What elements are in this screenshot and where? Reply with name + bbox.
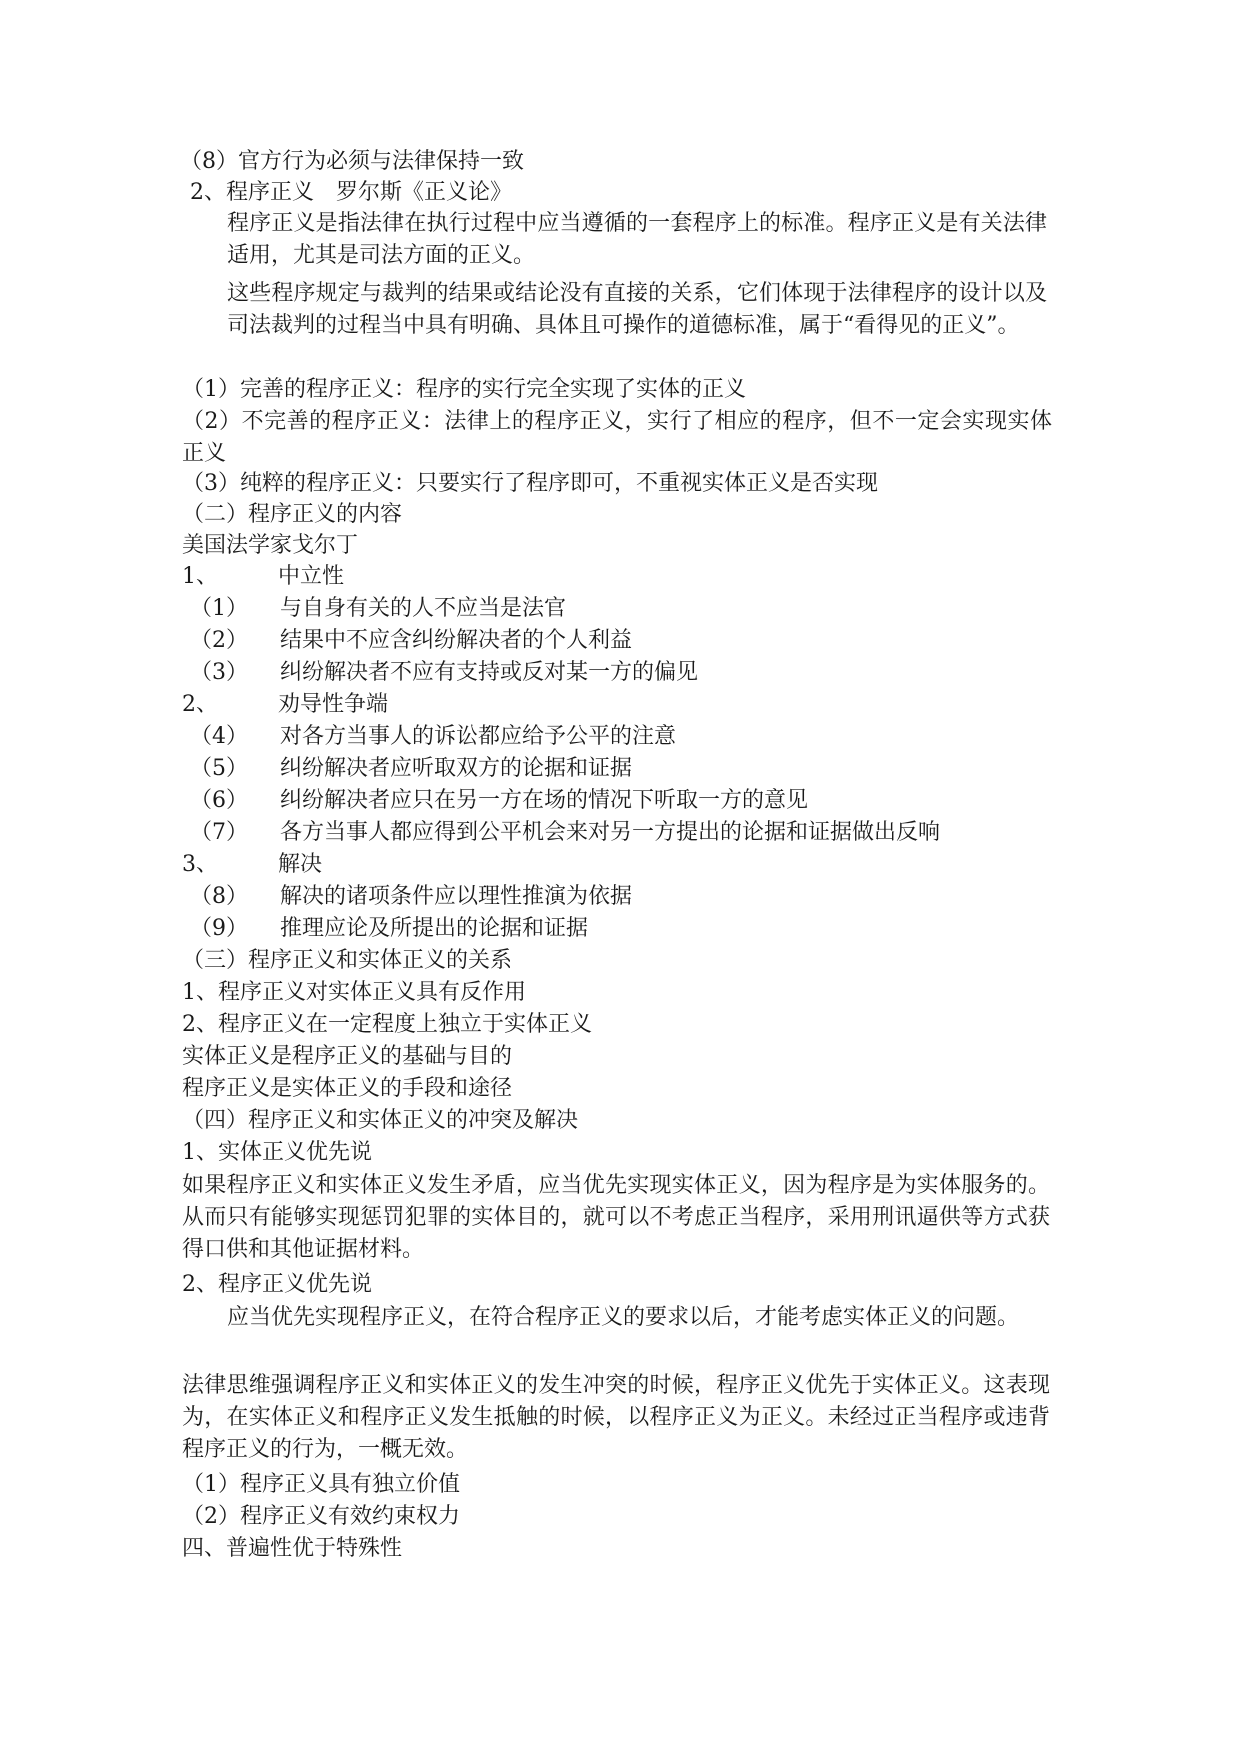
paragraph: [227, 1302, 1047, 1334]
list-number: （5）: [190, 756, 248, 781]
list-number: 1、: [182, 564, 218, 589]
list-item: [182, 406, 1052, 470]
paragraph-text: 如果程序正义和实体正义发生矛盾，应当优先实现实体正义，因为程序是为实体服务的。从而只有能够实现惩罚犯罪的实体目的，就可以不考虑正当程序，采用刑讯逼供等方式获得口供和其他证据材料。: [182, 1173, 1050, 1262]
paragraph: [227, 208, 1047, 272]
paragraph: （8）官方行为必须与法律保持一致: [180, 149, 524, 174]
paragraph: 1、实体正义优先说: [182, 1140, 372, 1165]
list-number: （8）: [190, 884, 248, 909]
list-item: （3）纯粹的程序正义：只要实行了程序即可，不重视实体正义是否实现: [182, 471, 878, 496]
paragraph: 程序正义是实体正义的手段和途径: [182, 1076, 513, 1101]
list-item: [190, 914, 588, 944]
list-item: [190, 882, 632, 912]
list-item-text: 纠纷解决者不应有支持或反对某一方的偏见: [280, 660, 699, 685]
list-item: [190, 818, 940, 848]
paragraph: [182, 1370, 1050, 1466]
list-item: [182, 850, 322, 880]
list-item-text: （2）不完善的程序正义：法律上的程序正义，实行了相应的程序，但不一定会实现实体正义: [182, 409, 1052, 466]
list-item-text: 对各方当事人的诉讼都应给予公平的注意: [280, 724, 677, 749]
paragraph: [182, 1170, 1050, 1266]
list-item: （1）完善的程序正义：程序的实行完全实现了实体的正义: [182, 377, 746, 402]
list-number: （2）: [190, 628, 248, 653]
list-item: [182, 690, 388, 720]
list-item: [190, 786, 808, 816]
list-item: [190, 594, 566, 624]
list-item-text: 各方当事人都应得到公平机会来对另一方提出的论据和证据做出反响: [280, 820, 941, 845]
paragraph: 2、程序正义优先说: [182, 1272, 372, 1297]
paragraph: 美国法学家戈尔丁: [182, 533, 359, 558]
section-heading: 2、程序正义 罗尔斯《正义论》: [190, 180, 512, 205]
list-item-text: 纠纷解决者应只在另一方在场的情况下听取一方的意见: [280, 788, 809, 813]
section-heading: （三）程序正义和实体正义的关系: [182, 948, 513, 973]
list-item: （1）程序正义具有独立价值: [182, 1472, 460, 1497]
list-number: （6）: [190, 788, 248, 813]
list-item-text: 结果中不应含纠纷解决者的个人利益: [280, 628, 633, 653]
list-number: 2、: [182, 692, 218, 717]
list-item: [190, 626, 632, 656]
paragraph-text: 这些程序规定与裁判的结果或结论没有直接的关系，它们体现于法律程序的设计以及司法裁判的过程当中具有明确、具体且可操作的道德标准，属于“看得见的正义”。: [227, 281, 1047, 338]
list-item: （2）程序正义有效约束权力: [182, 1504, 460, 1529]
list-item: [190, 722, 676, 752]
paragraph-text: 法律思维强调程序正义和实体正义的发生冲突的时候，程序正义优先于实体正义。这表现为，在实体正义和程序正义发生抵触的时候，以程序正义为正义。未经过正当程序或违背程序正义的行为，一概无效。: [182, 1373, 1050, 1462]
section-heading: 四、普遍性优于特殊性: [182, 1536, 403, 1561]
list-item: [190, 754, 632, 784]
paragraph: 1、程序正义对实体正义具有反作用: [182, 980, 526, 1005]
paragraph: [227, 278, 1047, 342]
list-item: [190, 658, 698, 688]
list-number: （3）: [190, 660, 248, 685]
list-number: （9）: [190, 916, 248, 941]
list-item-text: 与自身有关的人不应当是法官: [280, 596, 567, 621]
section-heading: （二）程序正义的内容: [182, 502, 403, 527]
list-item-text: 劝导性争端: [278, 692, 389, 717]
paragraph: 实体正义是程序正义的基础与目的: [182, 1044, 513, 1069]
list-item-text: 推理应论及所提出的论据和证据: [280, 916, 589, 941]
list-item-text: 中立性: [278, 564, 345, 589]
list-number: 3、: [182, 852, 218, 877]
list-item-text: 解决: [278, 852, 323, 877]
list-number: （1）: [190, 596, 248, 621]
paragraph-text: 应当优先实现程序正义，在符合程序正义的要求以后，才能考虑实体正义的问题。: [227, 1305, 1020, 1330]
paragraph-text: 程序正义是指法律在执行过程中应当遵循的一套程序上的标准。程序正义是有关法律适用，尤其是司法方面的正义。: [227, 211, 1047, 268]
list-item-text: 纠纷解决者应听取双方的论据和证据: [280, 756, 633, 781]
list-number: （4）: [190, 724, 248, 749]
paragraph: 2、程序正义在一定程度上独立于实体正义: [182, 1012, 592, 1037]
section-heading: （四）程序正义和实体正义的冲突及解决: [182, 1108, 579, 1133]
list-item-text: 解决的诸项条件应以理性推演为依据: [280, 884, 633, 909]
list-number: （7）: [190, 820, 248, 845]
list-item: [182, 562, 344, 592]
